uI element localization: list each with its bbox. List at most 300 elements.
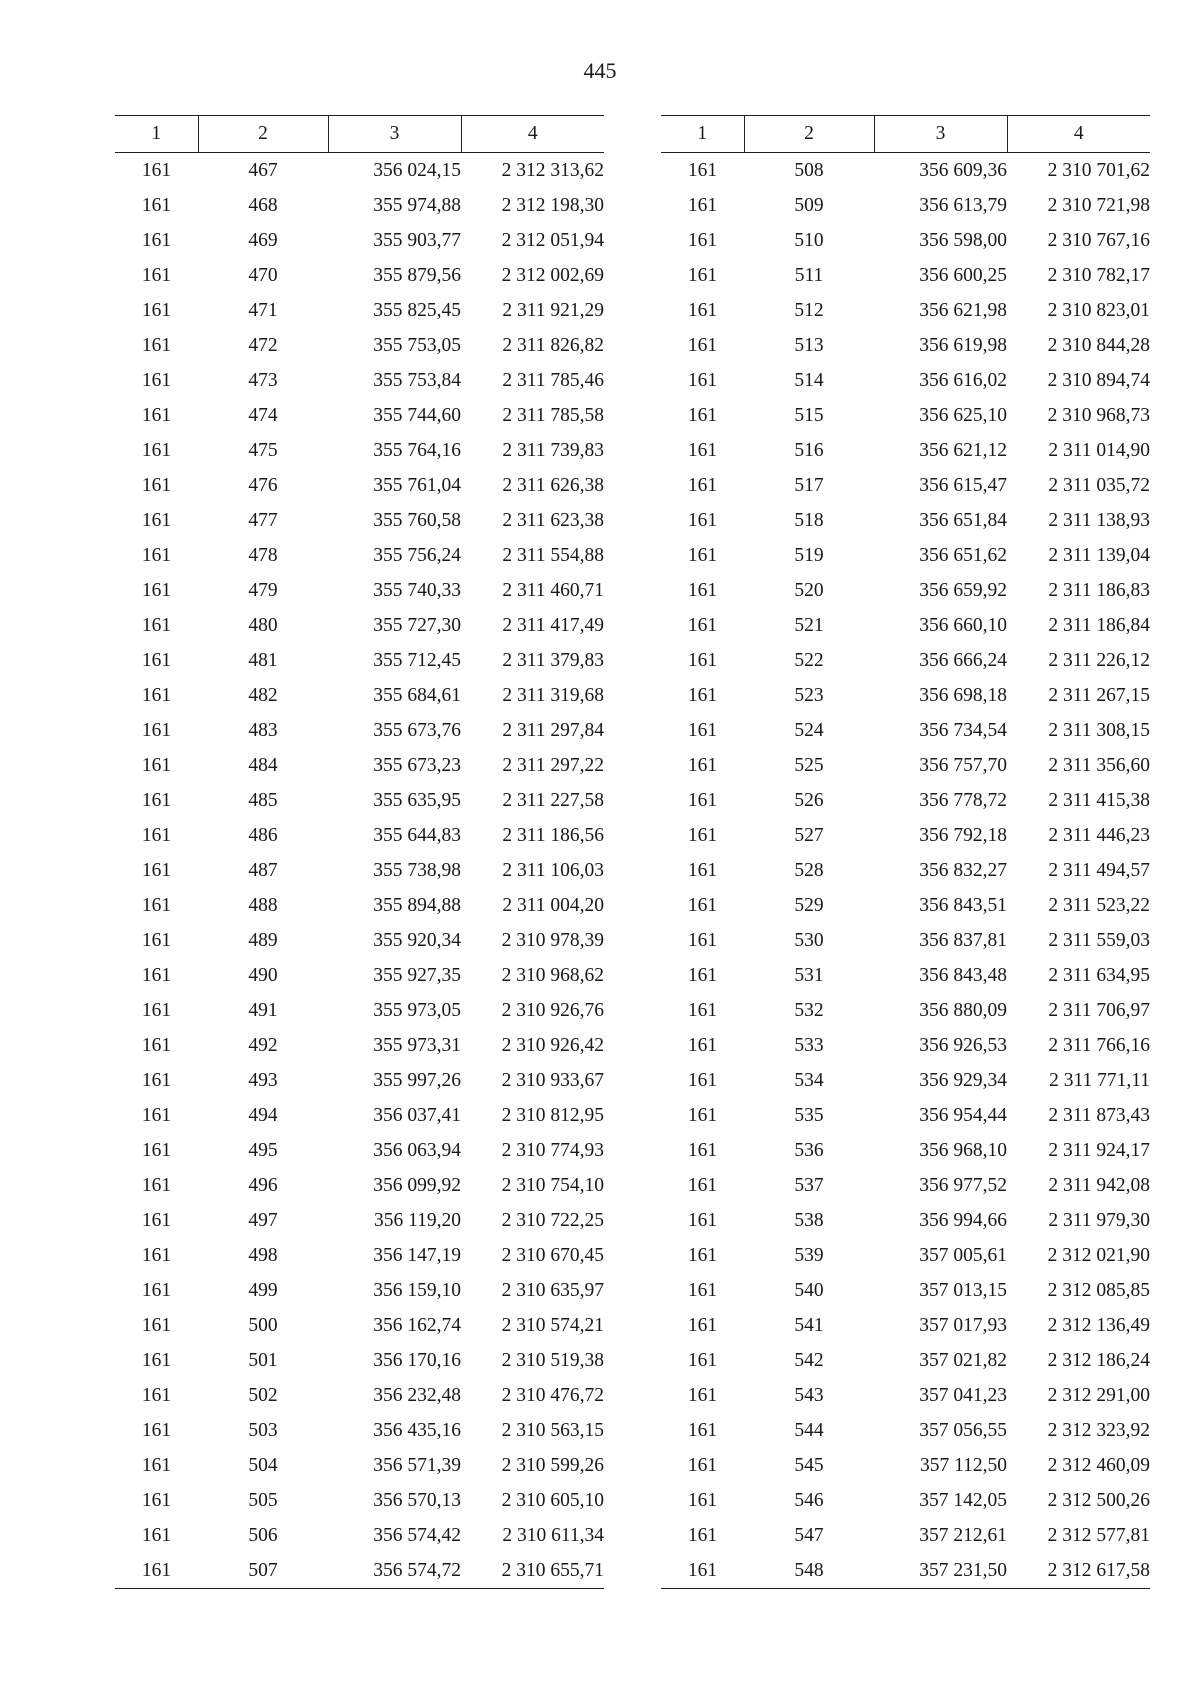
cell-contour-number: 161	[687, 404, 718, 426]
cell-x-coordinate: 356 600,25	[919, 264, 1007, 286]
table-row	[661, 363, 1150, 398]
table-row	[661, 573, 1150, 608]
cell-x-coordinate: 356 063,94	[373, 1139, 461, 1161]
cell-y-coordinate: 2 310 926,42	[501, 1034, 604, 1056]
table-row	[661, 958, 1150, 993]
cell-y-coordinate: 2 311 035,72	[1048, 474, 1150, 496]
header-col-4: 4	[461, 116, 604, 153]
cell-contour-number: 161	[141, 439, 172, 461]
cell-point-number: 533	[794, 1034, 824, 1056]
cell-y-coordinate: 2 311 494,57	[1048, 859, 1150, 881]
table-header-row	[661, 116, 1150, 153]
cell-y-coordinate: 2 311 139,04	[1048, 544, 1150, 566]
cell-x-coordinate: 356 926,53	[919, 1034, 1007, 1056]
table-row	[115, 713, 604, 748]
table-row	[661, 1273, 1150, 1308]
table-row	[661, 818, 1150, 853]
cell-contour-number: 161	[687, 509, 718, 531]
cell-contour-number: 161	[687, 1384, 718, 1406]
cell-point-number: 491	[248, 999, 278, 1021]
cell-contour-number: 161	[141, 999, 172, 1021]
cell-y-coordinate: 2 312 198,30	[501, 194, 604, 216]
table-row	[661, 258, 1150, 293]
cell-y-coordinate: 2 310 844,28	[1047, 334, 1150, 356]
table-row	[661, 1378, 1150, 1413]
cell-y-coordinate: 2 310 812,95	[501, 1104, 604, 1126]
cell-y-coordinate: 2 311 460,71	[502, 579, 604, 601]
table-row	[661, 783, 1150, 818]
cell-y-coordinate: 2 311 979,30	[1048, 1209, 1150, 1231]
cell-point-number: 516	[794, 439, 824, 461]
cell-x-coordinate: 356 574,42	[373, 1524, 461, 1546]
cell-point-number: 547	[794, 1524, 824, 1546]
cell-contour-number: 161	[141, 579, 172, 601]
cell-point-number: 488	[248, 894, 278, 916]
cell-x-coordinate: 355 760,58	[373, 509, 461, 531]
cell-contour-number: 161	[141, 1209, 172, 1231]
cell-point-number: 480	[248, 614, 278, 636]
cell-x-coordinate: 356 837,81	[919, 929, 1007, 951]
cell-y-coordinate: 2 311 921,29	[502, 299, 604, 321]
cell-x-coordinate: 355 753,84	[373, 369, 461, 391]
cell-x-coordinate: 357 112,50	[919, 1454, 1007, 1476]
cell-contour-number: 161	[141, 264, 172, 286]
cell-contour-number: 161	[687, 1524, 718, 1546]
cell-x-coordinate: 356 843,51	[919, 894, 1007, 916]
cell-contour-number: 161	[687, 789, 718, 811]
cell-point-number: 492	[248, 1034, 278, 1056]
cell-point-number: 479	[248, 579, 278, 601]
table-row	[115, 1238, 604, 1273]
cell-contour-number: 161	[141, 194, 172, 216]
cell-contour-number: 161	[141, 1419, 172, 1441]
cell-contour-number: 161	[141, 229, 172, 251]
cell-x-coordinate: 356 615,47	[919, 474, 1007, 496]
table-row	[661, 1553, 1150, 1589]
cell-point-number: 526	[794, 789, 824, 811]
cell-x-coordinate: 356 435,16	[373, 1419, 461, 1441]
table-row	[661, 223, 1150, 258]
cell-x-coordinate: 356 598,00	[919, 229, 1007, 251]
cell-x-coordinate: 357 013,15	[919, 1279, 1007, 1301]
cell-y-coordinate: 2 311 186,84	[1048, 614, 1150, 636]
table-row	[115, 1168, 604, 1203]
cell-y-coordinate: 2 311 706,97	[1048, 999, 1150, 1021]
cell-x-coordinate: 356 651,84	[919, 509, 1007, 531]
cell-y-coordinate: 2 310 611,34	[502, 1524, 604, 1546]
cell-point-number: 477	[248, 509, 278, 531]
cell-y-coordinate: 2 311 379,83	[502, 649, 604, 671]
cell-point-number: 486	[248, 824, 278, 846]
table-row	[115, 468, 604, 503]
cell-y-coordinate: 2 310 670,45	[501, 1244, 604, 1266]
cell-contour-number: 161	[141, 789, 172, 811]
cell-point-number: 505	[248, 1489, 278, 1511]
cell-contour-number: 161	[687, 1104, 718, 1126]
cell-point-number: 538	[794, 1209, 824, 1231]
table-row	[661, 153, 1150, 189]
cell-x-coordinate: 355 997,26	[373, 1069, 461, 1091]
cell-x-coordinate: 357 021,82	[919, 1349, 1007, 1371]
cell-x-coordinate: 356 574,72	[328, 1553, 461, 1589]
cell-point-number: 495	[248, 1139, 278, 1161]
cell-y-coordinate: 2 311 226,12	[1048, 649, 1150, 671]
cell-point-number: 489	[248, 929, 278, 951]
cell-contour-number: 161	[687, 719, 718, 741]
cell-contour-number: 161	[141, 1174, 172, 1196]
cell-y-coordinate: 2 312 313,62	[501, 159, 604, 181]
cell-y-coordinate: 2 310 476,72	[501, 1384, 604, 1406]
cell-point-number: 546	[794, 1489, 824, 1511]
table-row	[115, 643, 604, 678]
cell-point-number: 483	[248, 719, 278, 741]
cell-contour-number: 161	[141, 334, 172, 356]
cell-point-number: 545	[794, 1454, 824, 1476]
cell-x-coordinate: 356 994,66	[919, 1209, 1007, 1231]
cell-x-coordinate: 355 764,16	[373, 439, 461, 461]
cell-point-number: 493	[248, 1069, 278, 1091]
cell-contour-number: 161	[687, 334, 718, 356]
cell-x-coordinate: 355 684,61	[373, 684, 461, 706]
table-row	[115, 293, 604, 328]
cell-point-number: 537	[794, 1174, 824, 1196]
table-row	[661, 1063, 1150, 1098]
cell-x-coordinate: 355 903,77	[373, 229, 461, 251]
cell-x-coordinate: 355 973,05	[373, 999, 461, 1021]
cell-y-coordinate: 2 310 599,26	[501, 1454, 604, 1476]
cell-contour-number: 161	[687, 1489, 718, 1511]
cell-y-coordinate: 2 311 942,08	[1048, 1174, 1150, 1196]
cell-y-coordinate: 2 310 978,39	[501, 929, 604, 951]
cell-point-number: 482	[248, 684, 278, 706]
cell-y-coordinate: 2 311 356,60	[1048, 754, 1150, 776]
cell-contour-number: 161	[141, 544, 172, 566]
cell-point-number: 501	[248, 1349, 278, 1371]
cell-contour-number: 161	[687, 369, 718, 391]
cell-contour-number: 161	[115, 1553, 198, 1589]
cell-point-number: 517	[794, 474, 824, 496]
table-row	[661, 538, 1150, 573]
table-row	[661, 1518, 1150, 1553]
table-row	[661, 1203, 1150, 1238]
cell-x-coordinate: 356 099,92	[373, 1174, 461, 1196]
cell-x-coordinate: 356 954,44	[919, 1104, 1007, 1126]
table-header-row	[115, 116, 604, 153]
cell-contour-number: 161	[687, 229, 718, 251]
cell-contour-number: 161	[687, 754, 718, 776]
table-row	[115, 608, 604, 643]
table-row	[115, 1378, 604, 1413]
table-row	[661, 888, 1150, 923]
cell-contour-number: 161	[687, 1279, 718, 1301]
cell-x-coordinate: 355 825,45	[373, 299, 461, 321]
cell-x-coordinate: 357 142,05	[919, 1489, 1007, 1511]
cell-y-coordinate: 2 310 655,71	[461, 1553, 604, 1589]
cell-contour-number: 161	[687, 1244, 718, 1266]
cell-point-number: 481	[248, 649, 278, 671]
cell-y-coordinate: 2 311 415,38	[1048, 789, 1150, 811]
cell-point-number: 478	[248, 544, 278, 566]
cell-y-coordinate: 2 312 002,69	[501, 264, 604, 286]
cell-x-coordinate: 355 673,23	[373, 754, 461, 776]
cell-y-coordinate: 2 310 635,97	[501, 1279, 604, 1301]
cell-y-coordinate: 2 310 701,62	[1047, 159, 1150, 181]
cell-x-coordinate: 356 757,70	[919, 754, 1007, 776]
cell-y-coordinate: 2 312 136,49	[1047, 1314, 1150, 1336]
cell-x-coordinate: 355 973,31	[373, 1034, 461, 1056]
table-row	[115, 1273, 604, 1308]
cell-point-number: 535	[794, 1104, 824, 1126]
cell-x-coordinate: 355 744,60	[373, 404, 461, 426]
cell-x-coordinate: 356 570,13	[373, 1489, 461, 1511]
cell-y-coordinate: 2 311 186,83	[1048, 579, 1150, 601]
cell-x-coordinate: 356 843,48	[919, 964, 1007, 986]
cell-x-coordinate: 356 880,09	[919, 999, 1007, 1021]
cell-point-number: 542	[794, 1349, 824, 1371]
cell-contour-number: 161	[687, 859, 718, 881]
cell-contour-number: 161	[687, 1209, 718, 1231]
cell-x-coordinate: 357 056,55	[919, 1419, 1007, 1441]
cell-point-number: 485	[248, 789, 278, 811]
cell-x-coordinate: 356 659,92	[919, 579, 1007, 601]
cell-x-coordinate: 356 170,16	[373, 1349, 461, 1371]
table-row	[115, 1203, 604, 1238]
cell-y-coordinate: 2 311 186,56	[502, 824, 604, 846]
cell-contour-number: 161	[687, 999, 718, 1021]
cell-point-number: 527	[794, 824, 824, 846]
header-col-1: 1	[661, 116, 744, 153]
cell-point-number: 529	[794, 894, 824, 916]
cell-x-coordinate: 355 738,98	[373, 859, 461, 881]
cell-y-coordinate: 2 311 004,20	[502, 894, 604, 916]
table-row	[115, 1413, 604, 1448]
cell-point-number: 484	[248, 754, 278, 776]
table-row	[661, 433, 1150, 468]
table-row	[115, 573, 604, 608]
cell-point-number: 510	[794, 229, 824, 251]
cell-y-coordinate: 2 310 574,21	[501, 1314, 604, 1336]
cell-contour-number: 161	[141, 894, 172, 916]
cell-point-number: 521	[794, 614, 824, 636]
cell-y-coordinate: 2 311 785,58	[502, 404, 604, 426]
cell-x-coordinate: 355 761,04	[373, 474, 461, 496]
cell-x-coordinate: 356 621,12	[919, 439, 1007, 461]
cell-contour-number: 161	[687, 1174, 718, 1196]
cell-x-coordinate: 355 712,45	[373, 649, 461, 671]
table-row	[661, 1413, 1150, 1448]
cell-point-number: 499	[248, 1279, 278, 1301]
cell-x-coordinate: 356 698,18	[919, 684, 1007, 706]
cell-y-coordinate: 2 311 138,93	[1048, 509, 1150, 531]
cell-x-coordinate: 356 621,98	[919, 299, 1007, 321]
cell-contour-number: 161	[141, 1489, 172, 1511]
table-row	[115, 503, 604, 538]
table-row	[115, 223, 604, 258]
table-row	[115, 888, 604, 923]
table-row	[115, 678, 604, 713]
cell-y-coordinate: 2 310 722,25	[501, 1209, 604, 1231]
page-number: 445	[583, 58, 617, 83]
table-row	[661, 1168, 1150, 1203]
table-row	[661, 713, 1150, 748]
cell-contour-number: 161	[687, 1314, 718, 1336]
cell-point-number: 467	[248, 159, 278, 181]
cell-point-number: 468	[248, 194, 278, 216]
cell-point-number: 539	[794, 1244, 824, 1266]
cell-y-coordinate: 2 310 823,01	[1047, 299, 1150, 321]
table-row	[661, 188, 1150, 223]
coordinates-table-left	[115, 115, 604, 1589]
cell-contour-number: 161	[141, 684, 172, 706]
cell-contour-number: 161	[141, 824, 172, 846]
cell-x-coordinate: 355 927,35	[373, 964, 461, 986]
table-row	[661, 503, 1150, 538]
cell-y-coordinate: 2 311 873,43	[1048, 1104, 1150, 1126]
cell-y-coordinate: 2 311 826,82	[502, 334, 604, 356]
cell-contour-number: 161	[687, 894, 718, 916]
cell-contour-number: 161	[141, 1384, 172, 1406]
cell-contour-number: 161	[687, 439, 718, 461]
cell-point-number: 475	[248, 439, 278, 461]
cell-y-coordinate: 2 311 739,83	[502, 439, 604, 461]
cell-contour-number: 161	[141, 859, 172, 881]
cell-point-number: 498	[248, 1244, 278, 1266]
cell-point-number: 543	[794, 1384, 824, 1406]
table-row	[115, 258, 604, 293]
cell-x-coordinate: 356 571,39	[373, 1454, 461, 1476]
cell-y-coordinate: 2 310 933,67	[501, 1069, 604, 1091]
cell-point-number: 518	[794, 509, 824, 531]
cell-contour-number: 161	[661, 1553, 744, 1589]
cell-x-coordinate: 355 920,34	[373, 929, 461, 951]
cell-y-coordinate: 2 311 523,22	[1048, 894, 1150, 916]
cell-point-number: 509	[794, 194, 824, 216]
table-row	[115, 1483, 604, 1518]
table-row	[115, 398, 604, 433]
cell-y-coordinate: 2 312 323,92	[1047, 1419, 1150, 1441]
cell-y-coordinate: 2 311 297,84	[502, 719, 604, 741]
cell-x-coordinate: 356 660,10	[919, 614, 1007, 636]
cell-y-coordinate: 2 310 721,98	[1047, 194, 1150, 216]
table-row	[115, 783, 604, 818]
cell-point-number: 524	[794, 719, 824, 741]
cell-x-coordinate: 356 625,10	[919, 404, 1007, 426]
cell-point-number: 473	[248, 369, 278, 391]
table-row	[661, 1028, 1150, 1063]
cell-contour-number: 161	[141, 1349, 172, 1371]
table-row	[661, 293, 1150, 328]
header-col-3: 3	[874, 116, 1007, 153]
cell-x-coordinate: 357 231,50	[874, 1553, 1007, 1589]
cell-contour-number: 161	[687, 159, 718, 181]
cell-point-number: 532	[794, 999, 824, 1021]
cell-point-number: 528	[794, 859, 824, 881]
cell-point-number: 470	[248, 264, 278, 286]
cell-contour-number: 161	[687, 264, 718, 286]
cell-contour-number: 161	[687, 1349, 718, 1371]
cell-x-coordinate: 356 159,10	[373, 1279, 461, 1301]
cell-contour-number: 161	[687, 1069, 718, 1091]
table-row	[661, 923, 1150, 958]
table-row	[661, 1098, 1150, 1133]
cell-contour-number: 161	[141, 964, 172, 986]
cell-point-number: 513	[794, 334, 824, 356]
cell-x-coordinate: 355 756,24	[373, 544, 461, 566]
cell-y-coordinate: 2 311 446,23	[1048, 824, 1150, 846]
cell-point-number: 504	[248, 1454, 278, 1476]
cell-x-coordinate: 356 734,54	[919, 719, 1007, 741]
cell-y-coordinate: 2 311 227,58	[502, 789, 604, 811]
table-row	[115, 853, 604, 888]
cell-y-coordinate: 2 311 634,95	[1048, 964, 1150, 986]
cell-x-coordinate: 356 609,36	[919, 159, 1007, 181]
cell-x-coordinate: 356 832,27	[919, 859, 1007, 881]
cell-point-number: 494	[248, 1104, 278, 1126]
cell-contour-number: 161	[141, 369, 172, 391]
cell-contour-number: 161	[687, 299, 718, 321]
cell-y-coordinate: 2 311 559,03	[1048, 929, 1150, 951]
cell-x-coordinate: 356 929,34	[919, 1069, 1007, 1091]
cell-x-coordinate: 356 792,18	[919, 824, 1007, 846]
cell-x-coordinate: 356 232,48	[373, 1384, 461, 1406]
cell-point-number: 502	[248, 1384, 278, 1406]
table-row	[661, 328, 1150, 363]
cell-point-number: 471	[248, 299, 278, 321]
cell-y-coordinate: 2 312 577,81	[1047, 1524, 1150, 1546]
cell-point-number: 544	[794, 1419, 824, 1441]
table-row	[115, 1133, 604, 1168]
cell-x-coordinate: 356 037,41	[373, 1104, 461, 1126]
cell-contour-number: 161	[687, 1034, 718, 1056]
cell-point-number: 540	[794, 1279, 824, 1301]
cell-y-coordinate: 2 311 106,03	[502, 859, 604, 881]
cell-point-number: 472	[248, 334, 278, 356]
cell-contour-number: 161	[687, 1419, 718, 1441]
cell-y-coordinate: 2 311 308,15	[1048, 719, 1150, 741]
cell-contour-number: 161	[687, 579, 718, 601]
table-row	[115, 1343, 604, 1378]
cell-y-coordinate: 2 310 968,62	[501, 964, 604, 986]
cell-point-number: 548	[744, 1553, 874, 1589]
cell-y-coordinate: 2 311 554,88	[502, 544, 604, 566]
table-row	[115, 328, 604, 363]
cell-contour-number: 161	[687, 649, 718, 671]
table-row	[115, 923, 604, 958]
cell-point-number: 515	[794, 404, 824, 426]
cell-x-coordinate: 356 619,98	[919, 334, 1007, 356]
table-row	[661, 1308, 1150, 1343]
cell-x-coordinate: 356 666,24	[919, 649, 1007, 671]
cell-y-coordinate: 2 311 771,11	[1049, 1069, 1150, 1091]
cell-contour-number: 161	[141, 1104, 172, 1126]
cell-contour-number: 161	[687, 194, 718, 216]
table-row	[661, 1238, 1150, 1273]
cell-x-coordinate: 355 879,56	[373, 264, 461, 286]
cell-y-coordinate: 2 312 291,00	[1047, 1384, 1150, 1406]
table-row	[115, 1098, 604, 1133]
cell-x-coordinate: 355 727,30	[373, 614, 461, 636]
table-row	[661, 643, 1150, 678]
cell-contour-number: 161	[141, 1244, 172, 1266]
cell-x-coordinate: 356 651,62	[919, 544, 1007, 566]
table-row	[661, 853, 1150, 888]
cell-point-number: 530	[794, 929, 824, 951]
table-row	[115, 538, 604, 573]
table-row	[115, 1518, 604, 1553]
cell-point-number: 520	[794, 579, 824, 601]
cell-contour-number: 161	[687, 964, 718, 986]
cell-x-coordinate: 356 968,10	[919, 1139, 1007, 1161]
